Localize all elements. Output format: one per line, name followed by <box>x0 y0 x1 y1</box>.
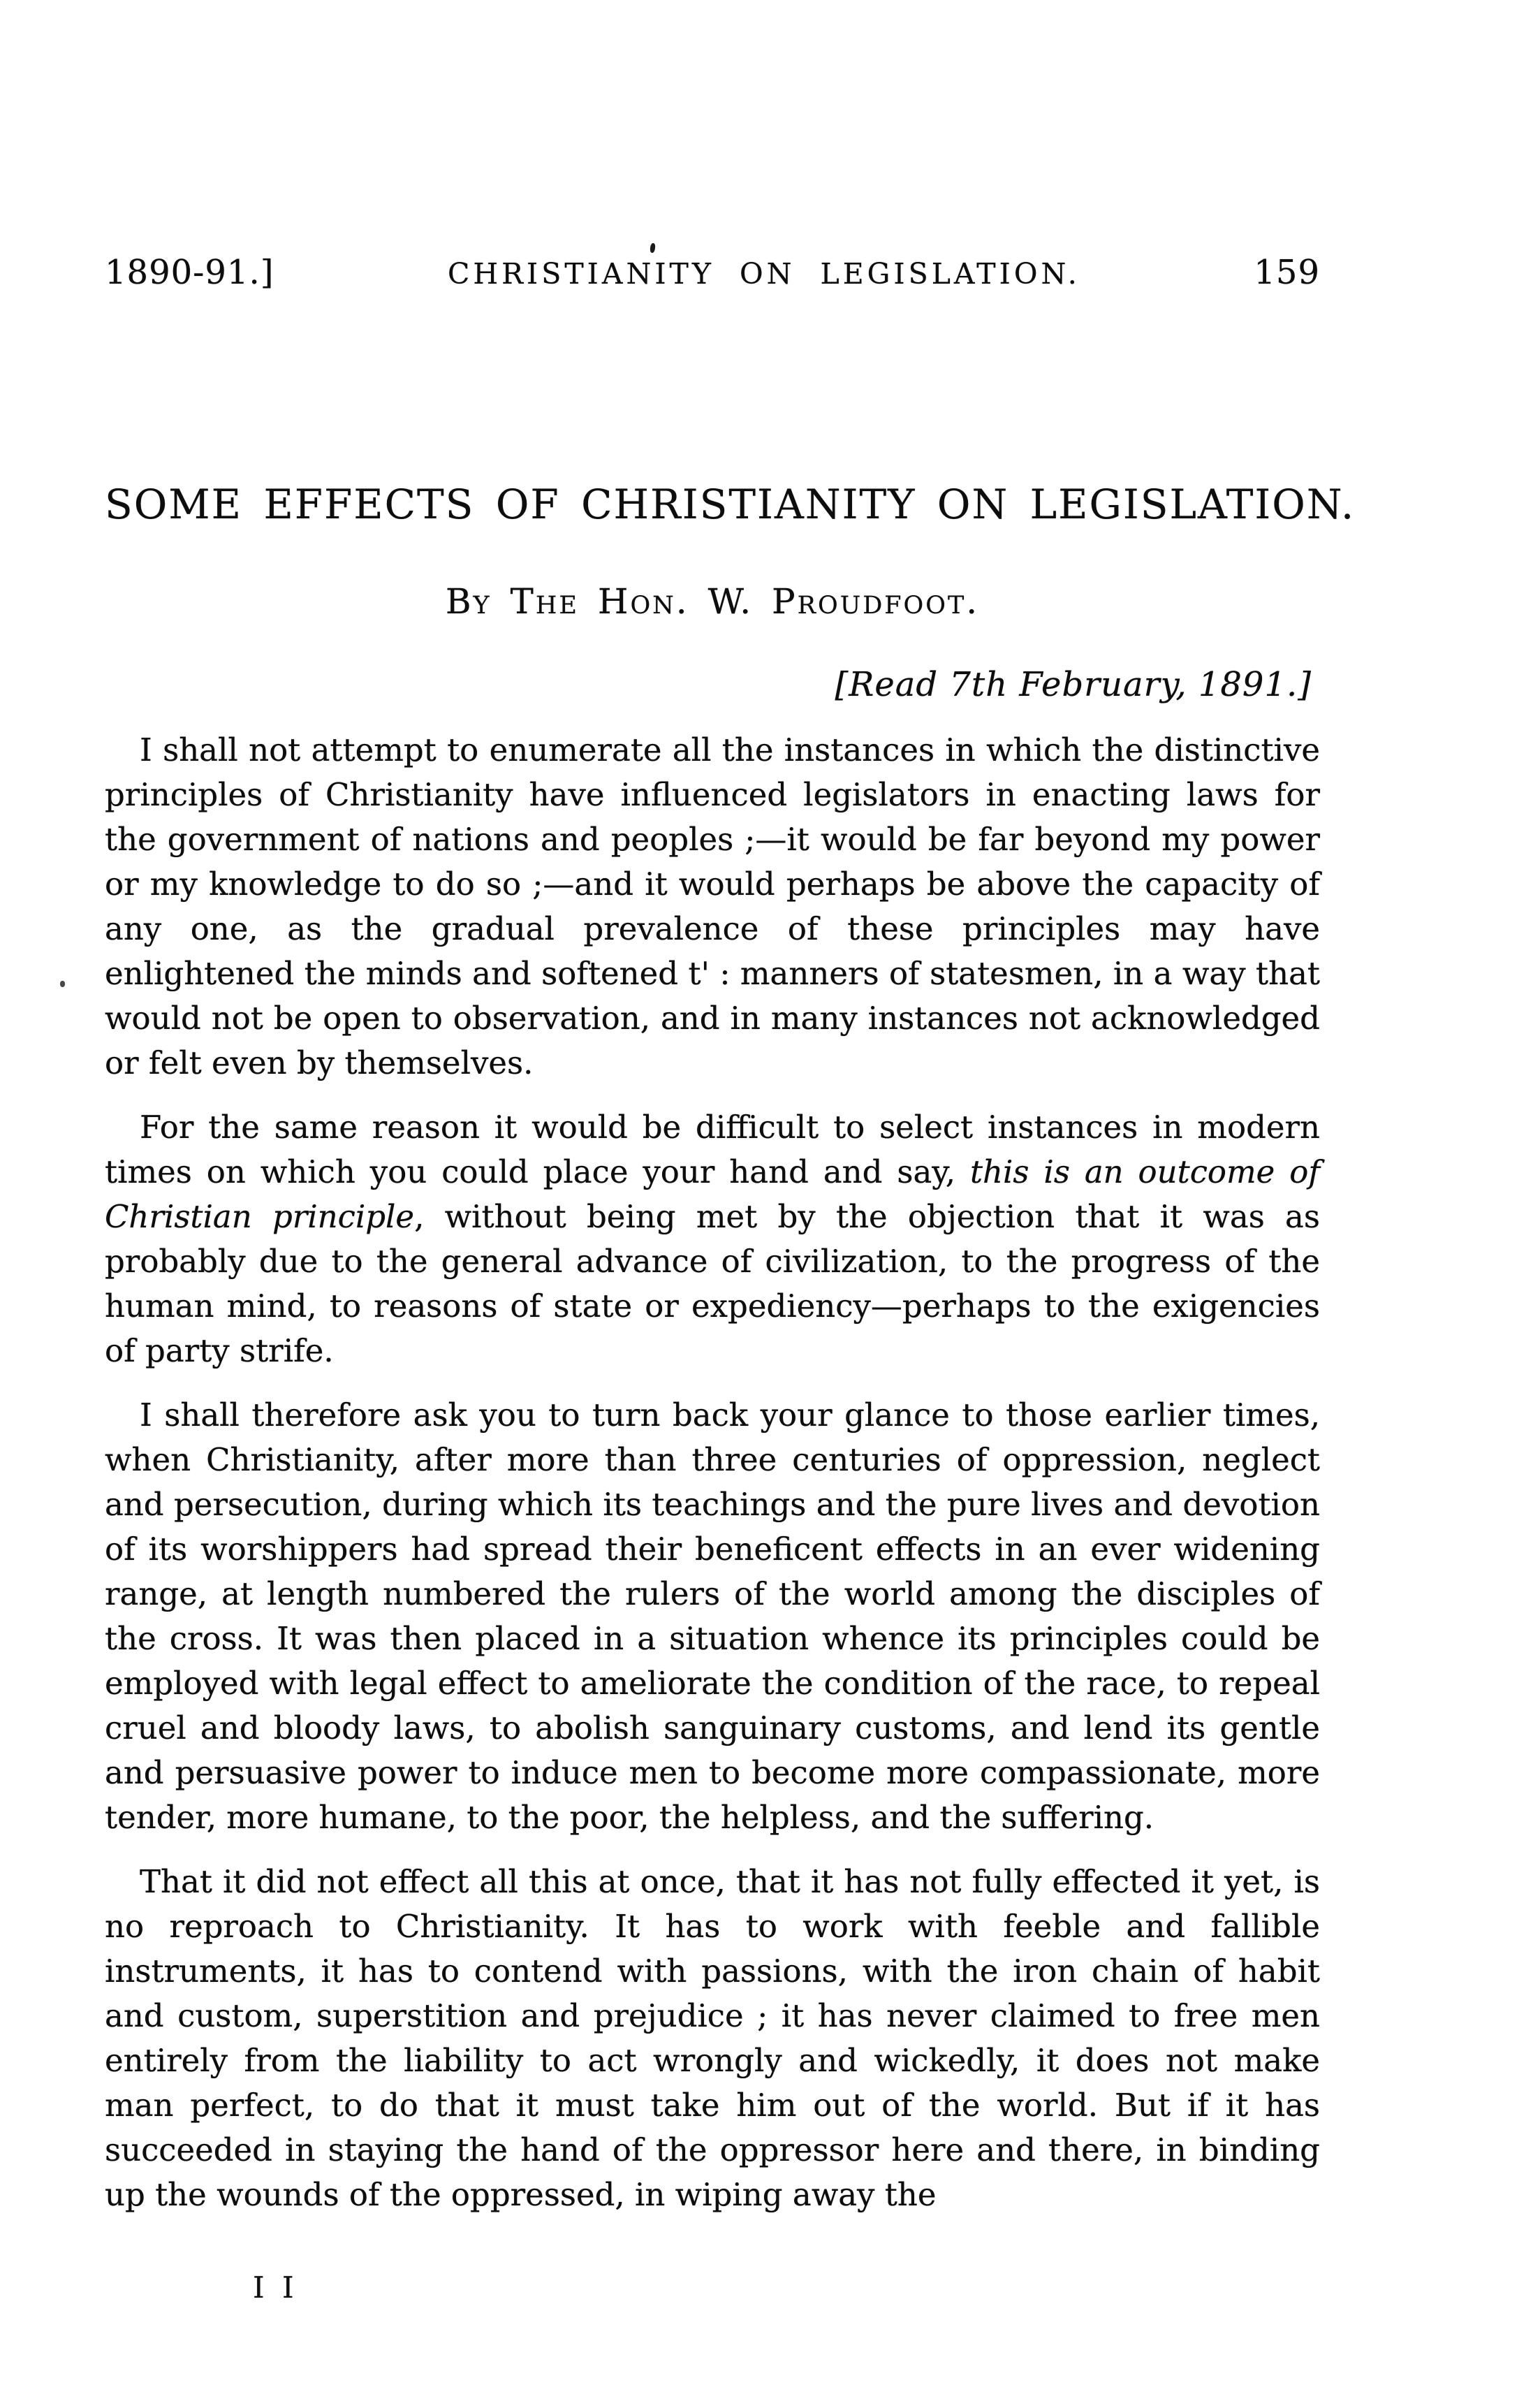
printer-signature-mark: I I <box>253 2270 298 2305</box>
article-title: SOME EFFECTS OF CHRISTIANITY ON LEGISLATION. <box>105 481 1356 528</box>
paragraph-1: I shall not attempt to enumerate all the instances in which the distinctive principles of Christianity have influenced legislators in enacting laws for the government of nations and peoples ;—it would be far beyond my power or my knowledge to do so ;—and it would perhaps be above the capacity of any one, as the gradual prevalence of these principles may have enlightened the minds and softened t' : manners of statesmen, in a way that would not be open to observation, and in many instances not acknowledged or felt even by themselves. <box>105 731 1320 1081</box>
read-date-note: [Read 7th February, 1891.] <box>835 665 1312 704</box>
scan-speck-artifact <box>650 243 656 254</box>
paragraph-3: I shall therefore ask you to turn back your glance to those earlier times, when Christianity, after more than three centuries of oppression, neglect and persecution, during which its teachings and the pure lives and devotion of its worshippers had spread their beneficent effects in an ever widening range, at length numbered the rulers of the world among the disciples of the cross. It was then placed in a situation whence its principles could be employed with legal effect to ameliorate the condition of the race, to repeal cruel and bloody laws, to abolish sanguinary customs, and lend its gentle and persuasive power to induce men to become more compassionate, more tender, more humane, to the poor, the helpless, and the suffering. <box>105 1396 1320 1836</box>
page-number: 159 <box>1254 253 1320 292</box>
running-head <box>105 253 1320 292</box>
running-head-volume-year: 1890-91.] <box>105 253 274 292</box>
article-byline: By The Hon. W. Proudfoot. <box>445 581 980 622</box>
scan-speck-artifact <box>60 981 65 987</box>
running-head-title: CHRISTIANITY ON LEGISLATION. <box>448 257 1080 291</box>
paragraph-2: For the same reason it would be difficult to select instances in modern times on which you could place your hand and say, this is an outcome of Christian principle, without being met by the objection that it was as probably due to the general advance of civilization, to the progress of the human mind, to reasons of state or expediency—perhaps to the exigencies of party strife. <box>105 1109 1320 1369</box>
paragraph-4: That it did not effect all this at once, that it has not fully effected it yet, is no reproach to Christianity. It has to work with feeble and fallible instruments, it has to contend with passions, with the iron chain of habit and custom, superstition and prejudice ; it has never claimed to free men entirely from the liability to act wrongly and wickedly, it does not make man perfect, to do that it must take him out of the world. But if it has succeeded in staying the hand of the oppressor here and there, in binding up the wounds of the oppressed, in wiping away the <box>105 1863 1320 2213</box>
article-body <box>105 728 1320 2237</box>
